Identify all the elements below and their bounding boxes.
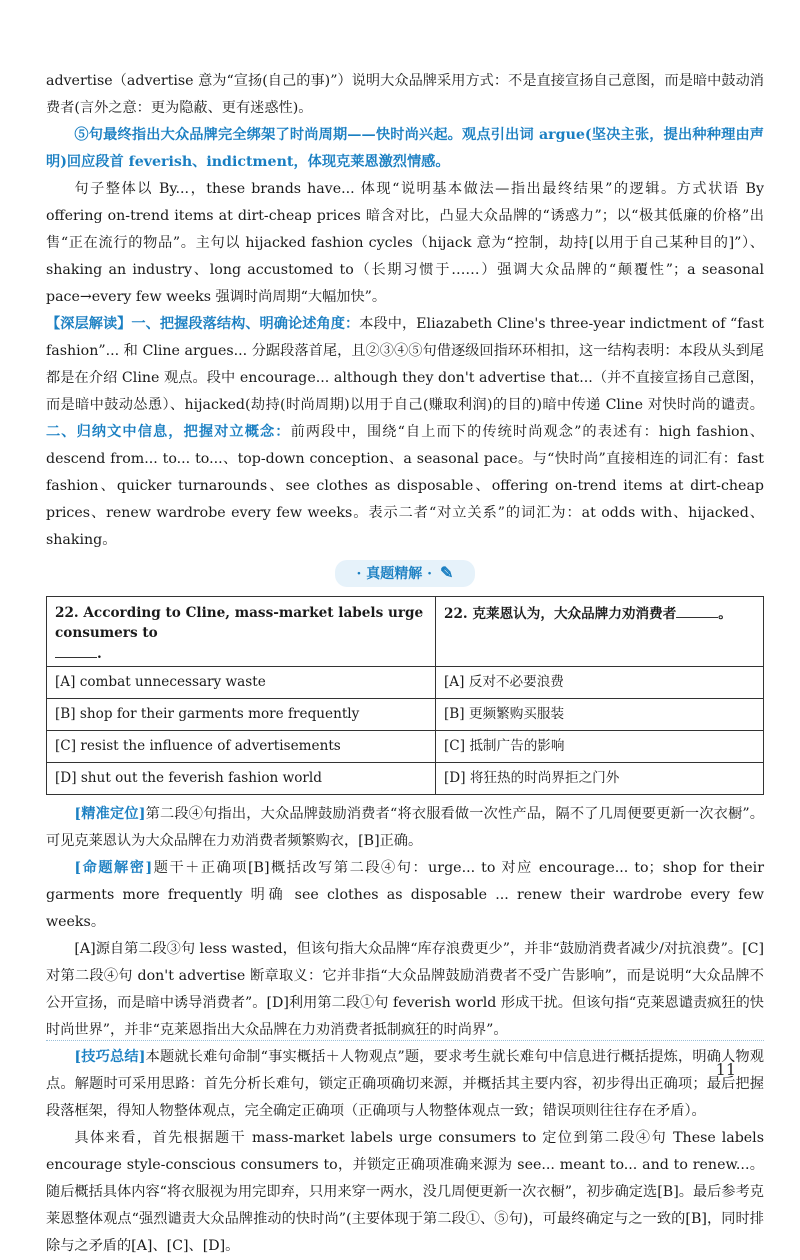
paragraph-specific-analysis: 具体来看，首先根据题干 mass-market labels urge consumers to 定位到第二段④句 These labels encourage style-conscious consumers to，并锁定正确项准确来源为 see... meant to... and to renew...。随后概括具体内容“将衣服视为用完即弃，只用来穿一两水，没几周便更新一次衣橱”，初步确定选[B]。最后参考克莱恩整体观点“强烈谴责大众品牌推动的快时尚”(主要体现于第二段①、⑤句)，可最终确定与之一致的[B]，同时排除与之矛盾的[A]、[C]、[D]。 [46, 1130, 764, 1254]
paragraph-technique-summary [46, 1044, 764, 1125]
question-table [46, 596, 764, 795]
option-en: [A] combat unnecessary waste [47, 667, 436, 699]
option-en: [B] shop for their garments more frequently [47, 699, 436, 731]
question-stem-row [47, 597, 764, 667]
option-cn: [A] 反对不必要浪费 [436, 667, 764, 699]
option-en: [D] shut out the feverish fashion world [47, 763, 436, 795]
stem-en-text: 22. According to Cline, mass-market labels urge consumers to [55, 605, 424, 641]
question-decoding-label: [命题解密] [74, 860, 153, 876]
footer-divider [46, 1040, 764, 1041]
option-cn: [D] 将狂热的时尚界拒之门外 [436, 763, 764, 795]
answer-blank [55, 643, 97, 658]
page-number: 11 [715, 1060, 736, 1079]
option-row [47, 667, 764, 699]
precise-location-text: 第二段④句指出，大众品牌鼓励消费者“将衣服看做一次性产品，隔不了几周便要更新一次衣橱”。可见克莱恩认为大众品牌在力劝消费者频繁购衣，[B]正确。 [46, 806, 764, 849]
deep-reading-label: 【深层解读】一、把握段落结构、明确论述角度： [46, 316, 360, 332]
option-cn: [B] 更频繁购买服装 [436, 699, 764, 731]
option-row [47, 763, 764, 795]
question-decoding-text: 题干＋正确项[B]概括改写第二段④句：urge... to 对应 encourage... to；shop for their garments more frequently 明确 see clothes as disposable ... renew their wardrobe every few weeks。 [46, 860, 764, 930]
content [46, 68, 764, 1260]
stem-cn-text: 22. 克莱恩认为，大众品牌力劝消费者 [444, 606, 677, 622]
banner-title [335, 560, 476, 587]
banner-text: · 真题精解 · [356, 566, 433, 582]
opposing-concepts-text: 前两段中，围绕“自上而下的传统时尚观念”的表述有：high fashion、descend from... to... to...、top-down conception、a seasonal pace。与“快时尚”直接相连的词汇有：fast fashion、quicker turnarounds、see clothes as disposable、offering on-trend items at dirt-cheap prices、renew wardrobe every few weeks。表示二者“对立关系”的词汇为：at odds with、hijacked、shaking。 [46, 424, 764, 548]
paragraph-question-decoding [46, 855, 764, 936]
section-banner [46, 560, 764, 588]
paragraph-sentence5-note: ⑤句最终指出大众品牌完全绑架了时尚周期——快时尚兴起。观点引出词 argue(坚决主张，提出种种理由声明)回应段首 feverish、indictment，体现克莱恩激烈情感。 [46, 127, 764, 170]
question-stem-cn [436, 597, 764, 667]
answer-blank-cn [676, 603, 718, 618]
paragraph-sentence-analysis: 句子整体以 By...，these brands have... 体现“说明基本做法—指出最终结果”的逻辑。方式状语 By offering on-trend items at dirt-cheap prices 暗含对比，凸显大众品牌的“诱惑力”；以“极其低廉的价格”出售“正在流行的物品”。主句以 hijacked fashion cycles（hijack 意为“控制，劫持[以用于自己某种目的]”）、shaking an industry、long accustomed to（长期习惯于……）强调大众品牌的“颠覆性”；a seasonal pace→every few weeks 强调时尚周期“大幅加快”。 [46, 181, 764, 305]
paragraph-advertise: advertise（advertise 意为“宣扬(自己的事)”）说明大众品牌采用方式：不是直接宣扬自己意图，而是暗中鼓动消费者(言外之意：更为隐蔽、更有迷惑性)。 [46, 73, 764, 116]
option-row [47, 731, 764, 763]
deep-reading-text: 本段中，Eliazabeth Cline's three-year indictment of “fast fashion”... 和 Cline argues... 分踞段落首尾，且②③④⑤句借逐级回指环环相扣，这一结构表明：本段从头到尾都是在介绍 Cline 观点。段中 encourage... although they don't advertise that...（并不直接宣扬自己意图，而是暗中鼓动怂恿）、hijacked(劫持(时尚周期)以用于自己(赚取利润)的目的)暗中传递 Cline 对快时尚的谴责。 [46, 316, 764, 413]
question-stem-en: 22. According to Cline, mass-market labels urge consumers to . [47, 597, 436, 667]
paragraph-distractor-analysis: [A]源自第二段③句 less wasted，但该句指大众品牌“库存浪费更少”，并非“鼓励消费者减少/对抗浪费”。[C]对第二段④句 don't advertise 断章取义：它并非指“大众品牌鼓励消费者不受广告影响”，而是说明“大众品牌不公开宣扬，而是暗中诱导消费者”。[D]利用第二段①句 feverish world 形成干扰。但该句指“克莱恩谴责疯狂的快时尚世界”，并非“克莱恩指出大众品牌在力劝消费者抵制疯狂的时尚界”。 [46, 941, 764, 1038]
technique-summary-label: [技巧总结] [74, 1049, 146, 1065]
stem-cn-end: 。 [718, 606, 732, 622]
paragraph-precise-location [46, 801, 764, 855]
option-en: [C] resist the influence of advertisements [47, 731, 436, 763]
precise-location-label: [精准定位] [74, 806, 146, 822]
paragraph-deep-reading [46, 311, 764, 554]
option-cn: [C] 抵制广告的影响 [436, 731, 764, 763]
pen-icon: ✎ [440, 563, 454, 582]
opposing-concepts-label: 二、归纳文中信息，把握对立概念： [46, 424, 291, 440]
option-row [47, 699, 764, 731]
technique-summary-text: 本题就长难句命制“事实概括＋人物观点”题，要求考生就长难句中信息进行概括提炼，明确人物观点。解题时可采用思路：首先分析长难句，锁定正确项确切来源，并概括其主要内容，初步得出正确项；最后把握段落框架，得知人物整体观点，完全确定正确项（正确项与人物整体观点一致；错误项则往往存在矛盾）。 [46, 1049, 764, 1119]
